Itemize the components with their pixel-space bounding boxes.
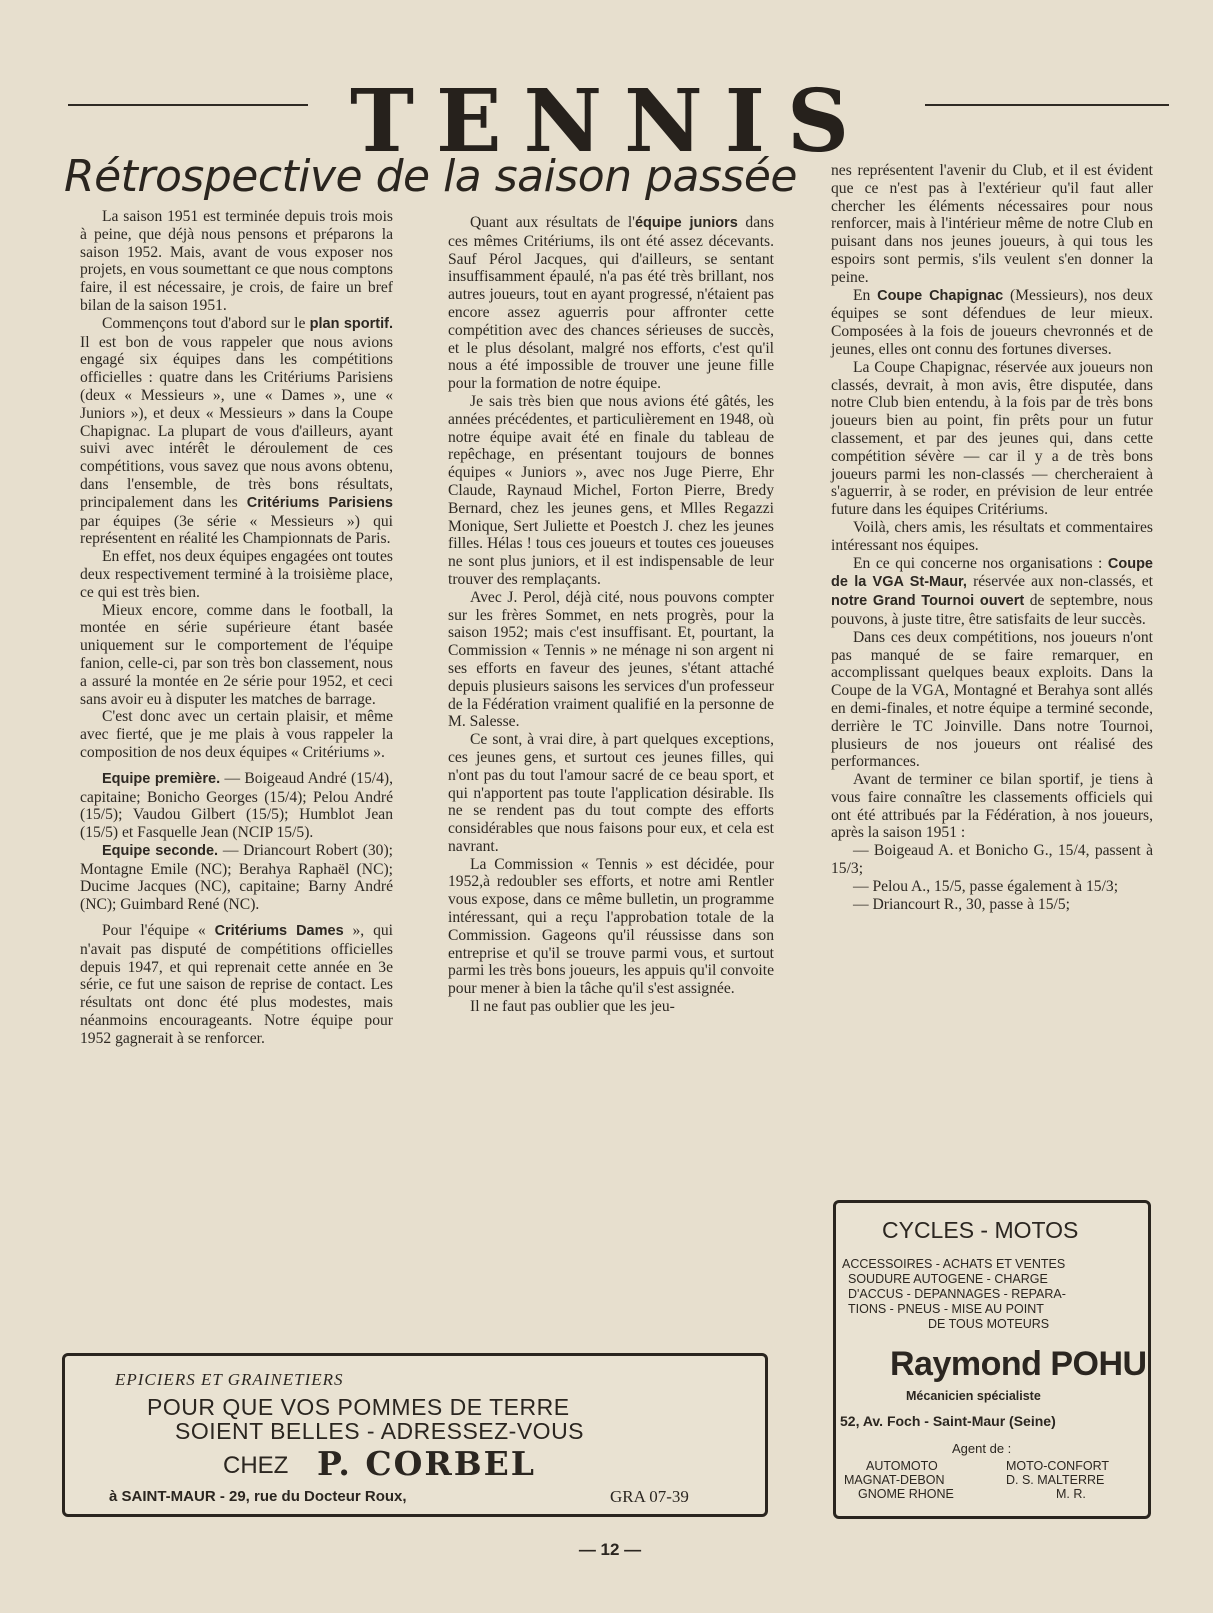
- ad-pohu-service-1: ACCESSOIRES - ACHATS ET VENTES: [842, 1257, 1066, 1271]
- page-title: TENNIS: [350, 71, 872, 172]
- paragraph: En effet, nos deux équipes engagées ont toutes deux respectivement terminé à la troisième place, ce qui est très bien.: [80, 548, 393, 601]
- paragraph: Dans ces deux compétitions, nos joueurs n'ont pas manqué de se faire remarquer, en accomplissant quelques beaux exploits. Dans la Coupe de la VGA, Montagné et Berahya sont allés en demi-finales, et notre équipe a terminé seconde, derrière le TC Joinville. Dans notre Tournoi, plusieurs de nos joueurs ont réalisé des performances.: [831, 628, 1153, 771]
- ad-pohu-name: Raymond POHU: [890, 1345, 1147, 1383]
- paragraph: — Boigeaud A. et Bonicho G., 15/4, passent à 15/3;: [831, 842, 1153, 878]
- ad-pohu-brand: M. R.: [1056, 1487, 1086, 1501]
- page-number: — 12 —: [578, 1540, 642, 1559]
- title-rule-right: [925, 104, 1169, 106]
- paragraph-team-two: Equipe seconde. — Driancourt Robert (30); Montagne Emile (NC); Berahya Raphaël (NC); Ducime Jacques (NC), capitaine; Barny André (NC); Guimbard René (NC).: [80, 841, 393, 914]
- paragraph-team-one: Equipe première. — Boigeaud André (15/4), capitaine; Bonicho Georges (15/4); Pelou André (15/5); Vaudou Gilbert (15/5); Humblot Jean (15/5) et Fasquelle Jean (NCIP 15/5).: [80, 769, 393, 842]
- ad-pohu-brand: MAGNAT-DEBON: [844, 1473, 945, 1487]
- ad-corbel: [62, 1353, 768, 1517]
- paragraph: Pour l'équipe « Critériums Dames », qui n'avait pas disputé de compétitions officielles depuis 1947, et qui reprenait cette année en 3e série, ce fut une saison de reprise de contact. Les résultats ont donc été plus modestes, mais néanmoins encourageants. Notre équipe pour 1952 gagnerait à se renforcer.: [80, 922, 393, 1047]
- article-column-3: [831, 162, 1153, 913]
- article-column-2: [448, 214, 774, 1016]
- ad-pohu-agent-label: Agent de :: [952, 1441, 1012, 1456]
- paragraph: La Coupe Chapignac, réservée aux joueurs non classés, devrait, à mon avis, être disputée, dans notre Club bien entendu, à la fois par de très bons joueurs bien au point, fin prêts pour un futur classement, et par des jeunes qui, dans cette compétition sévère — car il y a de très bons joueurs parmi les non-classés — chercheraient à s'aguerrir, à se roder, en prévision de leur entrée future dans les équipes Critériums.: [831, 358, 1153, 519]
- paragraph: Commençons tout d'abord sur le plan sportif. Il est bon de vous rappeler que nous avions engagé six équipes dans les compétitions officielles : quatre dans les Critériums Parisiens (deux « Messieurs », une « Dames », une « Juniors »), et deux « Messieurs » dans la Coupe Chapignac. La plupart de vous d'ailleurs, ayant suivi avec intérêt le déroulement de ces compétitions, vous savez que nous avons obtenu, dans l'ensemble, de très bons résultats, principalement dans les Critériums Parisiens par équipes (3e série « Messieurs ») qui représentent en réalité les Championnats de Paris.: [80, 314, 393, 548]
- ad-corbel-chez: CHEZ: [223, 1452, 289, 1479]
- paragraph: Avant de terminer ce bilan sportif, je tiens à vous faire connaître les classements officiels qui ont été attribués par la Fédération, à nos joueurs, après la saison 1951 :: [831, 771, 1153, 842]
- ad-corbel-trade: EPICIERS ET GRAINETIERS: [115, 1370, 344, 1389]
- paragraph: La Commission « Tennis » est décidée, pour 1952,à redoubler ses efforts, et notre ami Rentler vous expose, dans ce même bulletin, un programme intéressant, qui a reçu l'approbation totale de la Commission. Gageons qu'il réussisse dans son entreprise et qu'il se trouve parmi vous, et surtout parmi les très bons joueurs, les appuis qu'il convoite pour mener à bien la tâche qu'il s'est assignée.: [448, 855, 774, 998]
- ad-pohu-title: CYCLES - MOTOS: [882, 1217, 1079, 1243]
- paragraph: Ce sont, à vrai dire, à part quelques exceptions, ces jeunes gens, et surtout ces jeunes filles, qui n'ont pas du tout l'amour sacré de ce beau sport, et qui n'apportent pas toute l'application désirable. Ils ne se rendent pas du tout compte des efforts considérables que nous faisons pour eux, et cela est navrant.: [448, 731, 774, 855]
- ad-pohu-service-3: D'ACCUS - DEPANNAGES - REPARA-: [848, 1287, 1066, 1301]
- article-column-1: [80, 208, 393, 1048]
- paragraph: Avec J. Perol, déjà cité, nous pouvons compter sur les frères Sommet, en nets progrès, pour la saison 1952; mais c'est insuffisant. Et, pourtant, la Commission « Tennis » ne ménage ni son argent ni ses efforts en faveur des jeunes, s'étant attaché depuis plusieurs saisons les services d'un professeur de la Fédération vraiment qualifié en la personne de M. Salesse.: [448, 588, 774, 731]
- ad-pohu: [833, 1200, 1151, 1519]
- ad-corbel-slogan-1: POUR QUE VOS POMMES DE TERRE: [147, 1394, 570, 1420]
- ad-pohu-brand: GNOME RHONE: [858, 1487, 954, 1501]
- paragraph: Je sais très bien que nous avions été gâtés, les années précédentes, et particulièrement en 1948, où notre équipe avait été en finale du tableau de repêchage, en présentant toujours de bonnes équipes « Juniors », avec nos Juge Pierre, Ehr Claude, Raynaud Michel, Forton Pierre, Bredy Bernard, chez les jeunes gens, et Mlles Regazzi Monique, Sert Juliette et Poestch J. chez les jeunes filles. Hélas ! tous ces joueurs et toutes ces joueuses ne sont plus juniors, et il est indispensable de leur trouver des remplaçants.: [448, 392, 774, 588]
- ad-corbel-slogan-2: SOIENT BELLES - ADRESSEZ-VOUS: [175, 1418, 585, 1444]
- paragraph: Quant aux résultats de l'équipe juniors dans ces mêmes Critériums, ils ont été assez décevants. Sauf Pérol Jacques, qui d'ailleurs, se sentant insuffisamment épaulé, n'a pas été très brillant, nos autres joueurs, tout en ayant progressé, n'étaient pas encore assez aguerris pour affronter cette compétition avec des chances sérieuses de succès, et le plus désolant, malgré nos efforts, c'est qu'il nous a été impossible de trouver une jeune fille pour la formation de notre équipe.: [448, 214, 775, 393]
- ad-corbel-phone: GRA 07-39: [610, 1487, 689, 1506]
- title-rule-left: [68, 104, 308, 106]
- ad-pohu-address: 52, Av. Foch - Saint-Maur (Seine): [840, 1413, 1056, 1429]
- paragraph: — Driancourt R., 30, passe à 15/5;: [853, 895, 1070, 913]
- paragraph: C'est donc avec un certain plaisir, et même avec fierté, que je me plais à vous rappeler la composition de nos deux équipes « Critériums ».: [80, 708, 393, 761]
- ad-pohu-role: Mécanicien spécialiste: [906, 1389, 1041, 1403]
- paragraph: La saison 1951 est terminée depuis trois mois à peine, que déjà nous pensons et préparons la saison 1952. Mais, avant de vous exposer nos projets, en vous soumettant ce que nous comptons faire, il est nécessaire, je crois, de faire un bref bilan de la saison 1951.: [80, 208, 393, 314]
- article-subtitle: Rétrospective de la saison passée: [64, 151, 797, 202]
- ad-pohu-brand: AUTOMOTO: [866, 1459, 938, 1473]
- ad-pohu-service-4: TIONS - PNEUS - MISE AU POINT: [848, 1302, 1044, 1316]
- paragraph: nes représentent l'avenir du Club, et il est évident que ce n'est pas à l'extérieur qu'il faut aller chercher les éléments nécessaires pour nous renforcer, mais à l'intérieur même de notre Club en puisant dans nos jeunes joueurs, à qui tous les espoirs sont permis, s'ils veulent s'en donner la peine.: [831, 162, 1153, 286]
- paragraph: — Pelou A., 15/5, passe également à 15/3;: [853, 877, 1119, 895]
- paragraph: Mieux encore, comme dans le football, la montée en série supérieure étant basée uniquement sur le comportement de l'équipe fanion, celle-ci, par son très bon classement, nous a assuré la montée en 2e série pour 1952, et ceci sans avoir eu à disputer les matches de barrage.: [80, 601, 393, 708]
- ad-pohu-brand: D. S. MALTERRE: [1006, 1473, 1105, 1487]
- ad-pohu-service-2: SOUDURE AUTOGENE - CHARGE: [848, 1272, 1048, 1286]
- ad-pohu-brand: MOTO-CONFORT: [1006, 1459, 1110, 1473]
- paragraph: Voilà, chers amis, les résultats et commentaires intéressant nos équipes.: [831, 518, 1153, 554]
- paragraph: En ce qui concerne nos organisations : Coupe de la VGA St-Maur, réservée aux non-classés, et notre Grand Tournoi ouvert de septembre, nous pouvons, à juste titre, être satisfaits de leur succès.: [831, 554, 1153, 628]
- ad-pohu-service-5: DE TOUS MOTEURS: [928, 1317, 1050, 1331]
- paragraph: Il ne faut pas oublier que les jeu-: [470, 998, 675, 1016]
- paragraph: En Coupe Chapignac (Messieurs), nos deux équipes se sont défendues de leur mieux. Composées à la fois de joueurs chevronnés et de jeunes, elles ont connu des fortunes diverses.: [831, 286, 1153, 358]
- ad-corbel-address: à SAINT-MAUR - 29, rue du Docteur Roux,: [109, 1488, 407, 1505]
- ad-corbel-name: P. CORBEL: [317, 1444, 537, 1483]
